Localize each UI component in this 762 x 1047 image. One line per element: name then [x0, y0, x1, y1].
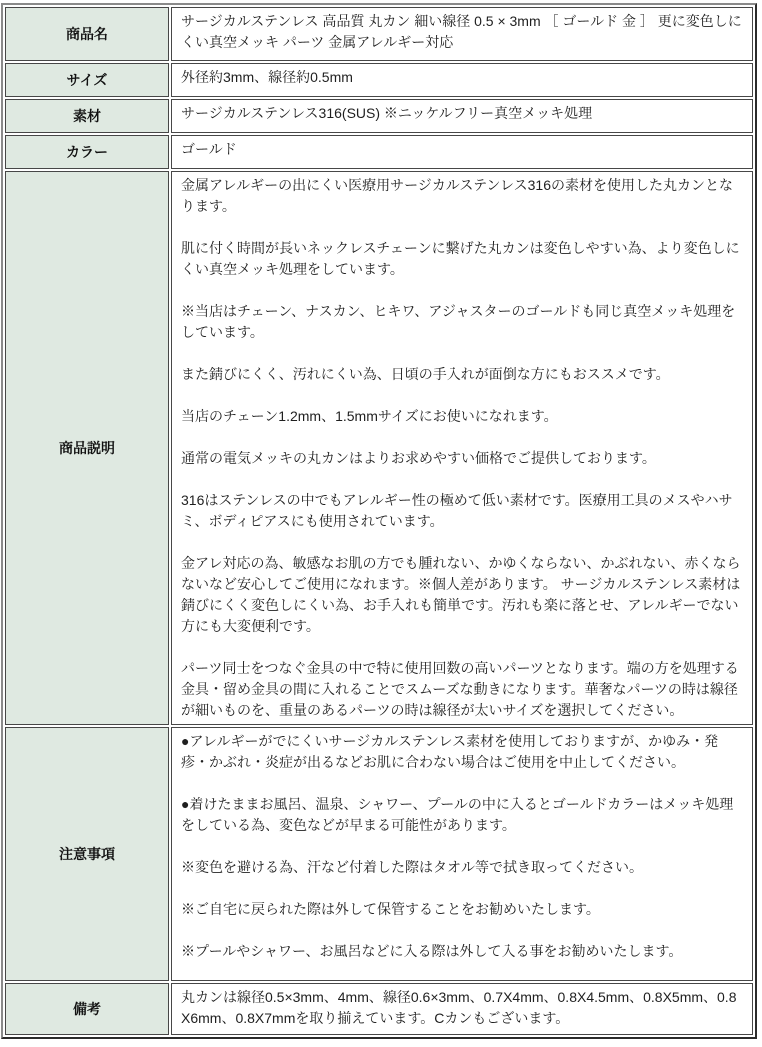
row-value-material: [171, 99, 753, 133]
paragraph: 金属アレルギーの出にくい医療用サージカルステンレス316の素材を使用した丸カンとなります。: [181, 177, 733, 214]
row-value-size: [171, 63, 753, 97]
paragraph: ※ご自宅に戻られた際は外して保管することをお勧めいたします。: [181, 901, 600, 917]
paragraph: サージカルステンレス316(SUS) ※ニッケルフリー真空メッキ処理: [181, 105, 593, 121]
table-row-material: [5, 99, 753, 133]
product-spec-table: [1, 3, 757, 1039]
table-row-size: [5, 63, 753, 97]
paragraph: ●着けたままお風呂、温泉、シャワー、プールの中に入るとゴールドカラーはメッキ処理をしている為、変色などが早まる可能性があります。: [181, 796, 734, 833]
paragraph: ※当店はチェーン、ナスカン、ヒキワ、アジャスターのゴールドも同じ真空メッキ処理をしています。: [181, 303, 736, 340]
paragraph: ※プールやシャワー、お風呂などに入る際は外して入る事をお勧めいたします。: [181, 943, 683, 959]
row-header-precautions: 注意事項: [5, 727, 169, 981]
row-value-precautions: [171, 727, 753, 981]
paragraph: 当店のチェーン1.2mm、1.5mmサイズにお使いになれます。: [181, 408, 558, 424]
table-row-product-name: [5, 7, 753, 61]
paragraph: また錆びにくく、汚れにくい為、日頃の手入れが面倒な方にもおススメです。: [181, 366, 670, 382]
row-value-remarks: [171, 983, 753, 1035]
paragraph: ●アレルギーがでにくいサージカルステンレス素材を使用しておりますが、かゆみ・発疹・かぶれ・炎症が出るなどお肌に合わない場合はご使用を中止してください。: [181, 733, 719, 770]
row-value-product-name: [171, 7, 753, 61]
paragraph: パーツ同士をつなぐ金具の中で特に使用回数の高いパーツとなります。端の方を処理する金具・留め金具の間に入れることでスムーズな動きになります。華奢なパーツの時は線径が細いものを、重量のあるパーツの時は線径が太いサイズを選択してください。: [181, 660, 739, 718]
table-row-remarks: [5, 983, 753, 1035]
row-header-material: 素材: [5, 99, 169, 133]
paragraph: 肌に付く時間が長いネックレスチェーンに繋げた丸カンは変色しやすい為、より変色しにくい真空メッキ処理をしています。: [181, 240, 740, 277]
paragraph: ゴールド: [181, 141, 237, 157]
paragraph: 通常の電気メッキの丸カンはよりお求めやすい価格でご提供しております。: [181, 450, 656, 466]
row-header-color: カラー: [5, 135, 169, 169]
paragraph: サージカルステンレス 高品質 丸カン 細い線径 0.5 × 3mm ［ ゴールド 金 ］ 更に変色しにくい真空メッキ パーツ 金属アレルギー対応: [181, 13, 742, 50]
paragraph: 外径約3mm、線径約0.5mm: [181, 69, 353, 85]
row-value-color: [171, 135, 753, 169]
table-row-description: [5, 171, 753, 725]
table-row-color: [5, 135, 753, 169]
paragraph: 316はステンレスの中でもアレルギー性の極めて低い素材です。医療用工具のメスやハサミ、ボディピアスにも使用されています。: [181, 492, 733, 529]
row-value-description: [171, 171, 753, 725]
table-row-precautions: [5, 727, 753, 981]
row-header-remarks: 備考: [5, 983, 169, 1035]
paragraph: 丸カンは線径0.5×3mm、4mm、線径0.6×3mm、0.7X4mm、0.8X4.5mm、0.8X5mm、0.8X6mm、0.8X7mmを取り揃えています。Cカンもございます。: [181, 989, 737, 1026]
row-header-description: 商品説明: [5, 171, 169, 725]
row-header-size: サイズ: [5, 63, 169, 97]
paragraph: 金アレ対応の為、敏感なお肌の方でも腫れない、かゆくならない、かぶれない、赤くならないなど安心してご使用になれます。※個人差があります。 サージカルステンレス素材は錆びにくく変色しにくい為、お手入れも簡単です。汚れも楽に落とせ、アレルギーでない方にも大変便利です。: [181, 555, 741, 634]
paragraph: ※変色を避ける為、汗など付着した際はタオル等で拭き取ってください。: [181, 859, 643, 875]
row-header-product-name: 商品名: [5, 7, 169, 61]
